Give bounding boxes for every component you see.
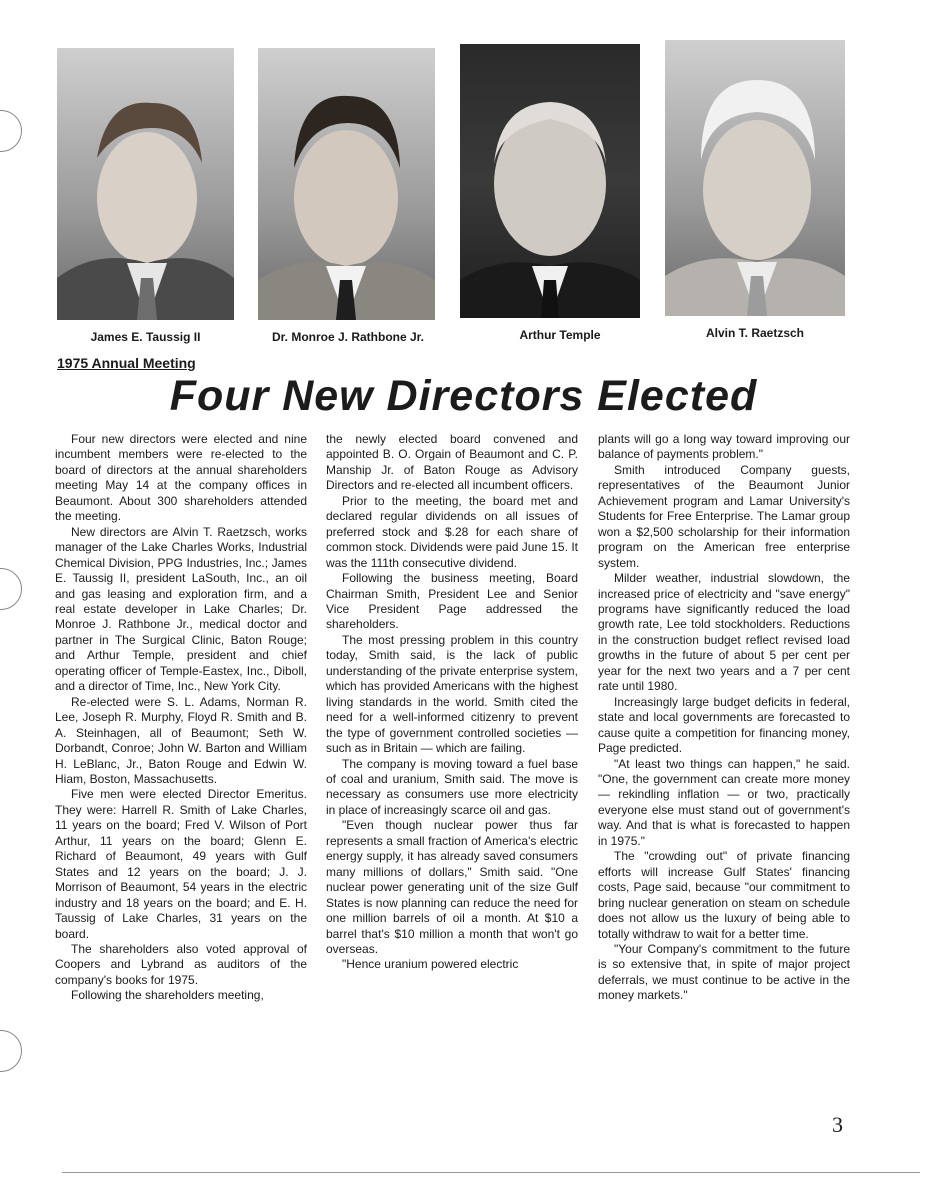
paragraph: "At least two things can happen," he said. "One, the government can create more money — rekindling inflation — or two, practically everyone else must stand out of government's way. And that is what is forecasted to happen in 1975.": [598, 756, 850, 848]
photo-caption-3: Arthur Temple: [519, 328, 601, 342]
portrait-photo-taussig: [57, 48, 234, 320]
paragraph: The company is moving toward a fuel base of coal and uranium, Smith said. The move is necessary as consumers use more electricity in place of increasingly scarce oil and gas.: [326, 756, 578, 817]
paragraph: "Your Company's commitment to the future is so extensive that, in spite of major project deferrals, we must continue to be active in the money markets.": [598, 941, 850, 1003]
paragraph: Five men were elected Director Emeritus. They were: Harrell R. Smith of Lake Charles, 11 years on the board; Fred V. Wilson of Port Arthur, 11 years on the board; Glenn E. Richard of Beaumont, 49 years with Gulf States and 12 years on the board; J. J. Morrison of Beaumont, 54 years in the electric industry and 18 years on the board; and E. H. Taussig of Lake Charles, 31 years on the board.: [55, 787, 307, 941]
paragraph: plants will go a long way toward improving our balance of payments problem.": [598, 432, 850, 462]
photo-caption-4: Alvin T. Raetzsch: [705, 326, 805, 340]
punch-hole-bottom: [0, 1030, 22, 1072]
section-kicker: 1975 Annual Meeting: [57, 355, 196, 371]
footer-rule: [62, 1172, 920, 1173]
headline: Four New Directors Elected: [169, 372, 758, 420]
photo-caption-1: James E. Taussig II: [90, 330, 201, 344]
portrait-photo-rathbone: [258, 48, 435, 320]
paragraph: Milder weather, industrial slowdown, the increased price of electricity and "save energy" programs have significantly reduced the load growth rate, Lee told stockholders. Reductions in the construction budget reflect revised load growths in the future of about 5 per cent per year for the next two years and a 7 per cent rate until 1980.: [598, 571, 850, 694]
paragraph: Increasingly large budget deficits in federal, state and local governments are forecasted to cause quite a competition for financing money, Page predicted.: [598, 694, 850, 756]
article-column-2: [326, 432, 578, 973]
photo-caption-2: Dr. Monroe J. Rathbone Jr.: [271, 330, 425, 344]
paragraph: Four new directors were elected and nine incumbent members were re-elected to the board of directors at the annual shareholders meeting May 14 at the company offices in Beaumont. About 300 shareholders attended the meeting.: [55, 432, 307, 524]
page-number: 3: [832, 1112, 843, 1137]
paragraph: "Hence uranium powered electric: [342, 957, 519, 972]
paragraph: The shareholders also voted approval of Coopers and Lybrand as auditors of the company's books for 1975.: [55, 941, 307, 987]
punch-hole-top: [0, 110, 22, 152]
paragraph: Following the shareholders meeting,: [71, 988, 264, 1003]
article-column-3: [598, 432, 850, 1004]
paragraph: Following the business meeting, Board Chairman Smith, President Lee and Senior Vice President Page addressed the shareholders.: [326, 571, 578, 632]
paragraph: Re-elected were S. L. Adams, Norman R. Lee, Joseph R. Murphy, Floyd R. Smith and B. A. Steinhagen, all of Beaumont; Seth W. Dorbandt, Conroe; John W. Barton and William H. LeBlanc, Jr., Baton Rouge and Edwin W. Hiam, Boston, Massachusetts.: [55, 694, 307, 786]
paragraph: New directors are Alvin T. Raetzsch, works manager of the Lake Charles Works, Industrial Chemical Division, PPG Industries, Inc.; James E. Taussig II, president LaSouth, Inc., an oil and gas leasing and exploration firm, and a real estate developer in Lake Charles; Dr. Monroe J. Rathbone Jr., medical doctor and partner in The Surgical Clinic, Baton Rouge; and Arthur Temple, president and chief operating officer of Temple-Eastex, Inc., Diboll, and a director of Time, Inc., New York City.: [55, 524, 307, 694]
paragraph: The "crowding out" of private financing efforts will increase Gulf States' financing costs, Page said, because "our commitment to bring nuclear generation on steam on schedule does not allow us the luxury of being able to totally withdraw to wait for a better time.: [598, 849, 850, 941]
paragraph: Prior to the meeting, the board met and declared regular dividends on all issues of preferred stock and $.28 for each share of common stock. Dividends were paid June 15. It was the 111th consecutive dividend.: [326, 493, 578, 570]
paragraph: "Even though nuclear power thus far represents a small fraction of America's electric energy supply, it has already saved consumers many millions of dollars," Smith said. "One nuclear power generating unit of the size Gulf States is now planning can reduce the need for one million barrels of oil a month. At $10 a barrel that's $10 million a month that won't go overseas.: [326, 818, 578, 956]
portrait-photo-temple: [460, 44, 640, 318]
portrait-photo-raetzsch: [665, 40, 845, 316]
paragraph: The most pressing problem in this country today, Smith said, is the lack of public understanding of the private enterprise system, which has provided Americans with the highest living standards in the world. Smith cited the need for a well-informed citizenry to prevent the type of government controlled societies — such as in Britain — which are failing.: [326, 632, 578, 756]
paragraph: the newly elected board convened and appointed B. O. Orgain of Beaumont and C. P. Manship Jr. of Baton Rouge as Advisory Directors and re-elected all incumbent officers.: [326, 432, 578, 493]
paragraph: Smith introduced Company guests, representatives of the Beaumont Junior Achievement program and Lamar University's Students for Free Enterprise. The Lamar group won a $2,500 scholarship for their information program on the American free enterprise system.: [598, 462, 850, 570]
punch-hole-middle: [0, 568, 22, 610]
article-column-1: [55, 432, 307, 1004]
